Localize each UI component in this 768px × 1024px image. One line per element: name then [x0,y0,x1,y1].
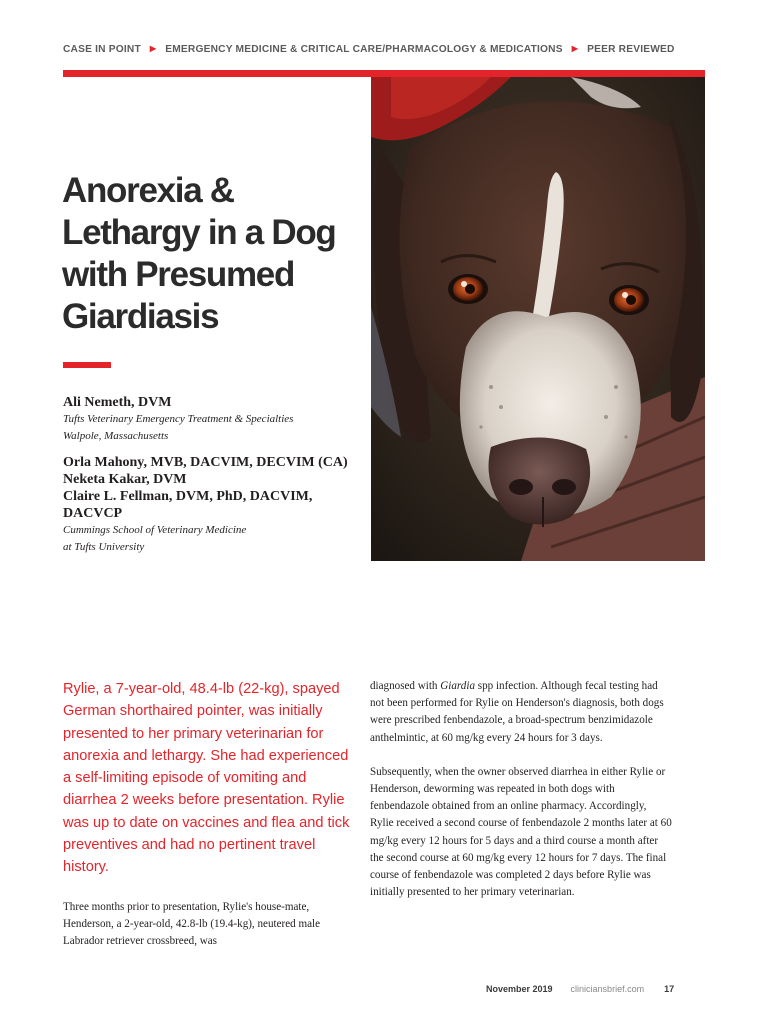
author-name: Neketa Kakar, DVM [63,472,187,487]
author-affiliation: Tufts Veterinary Emergency Treatment & Specialties [63,413,294,425]
page-footer [486,984,706,994]
triangle-right-icon: ▶ [149,44,157,53]
author-block-2 [63,454,363,556]
text-run: spp infection. Although fecal testing had not been performed for Rylie on Henderson's diagnosis, both dogs were prescribed fenbendazole, a broad-spectrum benzimidazole anthelmintic, at 60 mg/kg every 24 hours for 3 days. [370,680,664,744]
body-paragraph: Subsequently, when the owner observed diarrhea in either Rylie or Henderson, deworming was repeated in both dogs with fenbendazole obtained from an online pharmacy. Accordingly, Rylie received a second course of fenbendazole 2 months later at 60 mg/kg every 12 hours for 5 days and a third course a month after the second course at 60 mg/kg every 12 hours for 7 days. The final course of fenbendazole was completed 2 days before Rylie was initially presented to her primary veterinarian. [370,765,672,899]
body-paragraph [370,678,672,747]
author-name: Ali Nemeth, DVM [63,395,172,410]
author-affiliation: Walpole, Massachusetts [63,430,169,442]
page-number: 17 [664,984,675,994]
author-affiliation: at Tufts University [63,541,145,553]
italic-term: Giardia [440,680,475,692]
lede-paragraph: Rylie, a 7-year-old, 48.4-lb (22-kg), spayed German shorthaired pointer, was initially presented to her primary veterinarian for anorexia and lethargy. She had experienced a self-limiting episode of vomiting and diarrhea 2 weeks before presentation. Rylie was up to date on vaccines and flea and tick preventives and had no pertinent travel history. [63,681,350,876]
section-breadcrumb [63,44,705,55]
section-label-case-in-point: CASE IN POINT [63,44,141,55]
body-paragraph: Three months prior to presentation, Rylie's house-mate, Henderson, a 2-year-old, 42.8-lb (19.4-kg), neutered male Labrador retriever crossbreed, was [63,901,320,948]
author-name: Claire L. Fellman, DVM, PhD, DACVIM, DACVCP [63,489,313,521]
dog-photo [371,77,705,561]
text-run: diagnosed with [370,680,441,692]
issue-date: November 2019 [486,984,553,994]
body-column-right [370,678,672,901]
body-column-left [63,899,355,951]
section-label-topic: EMERGENCY MEDICINE & CRITICAL CARE/PHARMACOLOGY & MEDICATIONS [165,44,563,55]
author-list [63,394,363,556]
author-affiliation: Cummings School of Veterinary Medicine [63,524,247,536]
title-accent-rule [63,362,111,368]
article-title: Anorexia & Lethargy in a Dog with Presumed Giardiasis [62,171,336,336]
author-name: Orla Mahony, MVB, DACVIM, DECVIM (CA) [63,455,348,470]
website-link[interactable]: cliniciansbrief.com [570,984,645,994]
header-divider [63,70,705,77]
author-block-1 [63,394,363,445]
section-label-peer-reviewed: PEER REVIEWED [587,44,675,55]
triangle-right-icon: ▶ [571,44,579,53]
